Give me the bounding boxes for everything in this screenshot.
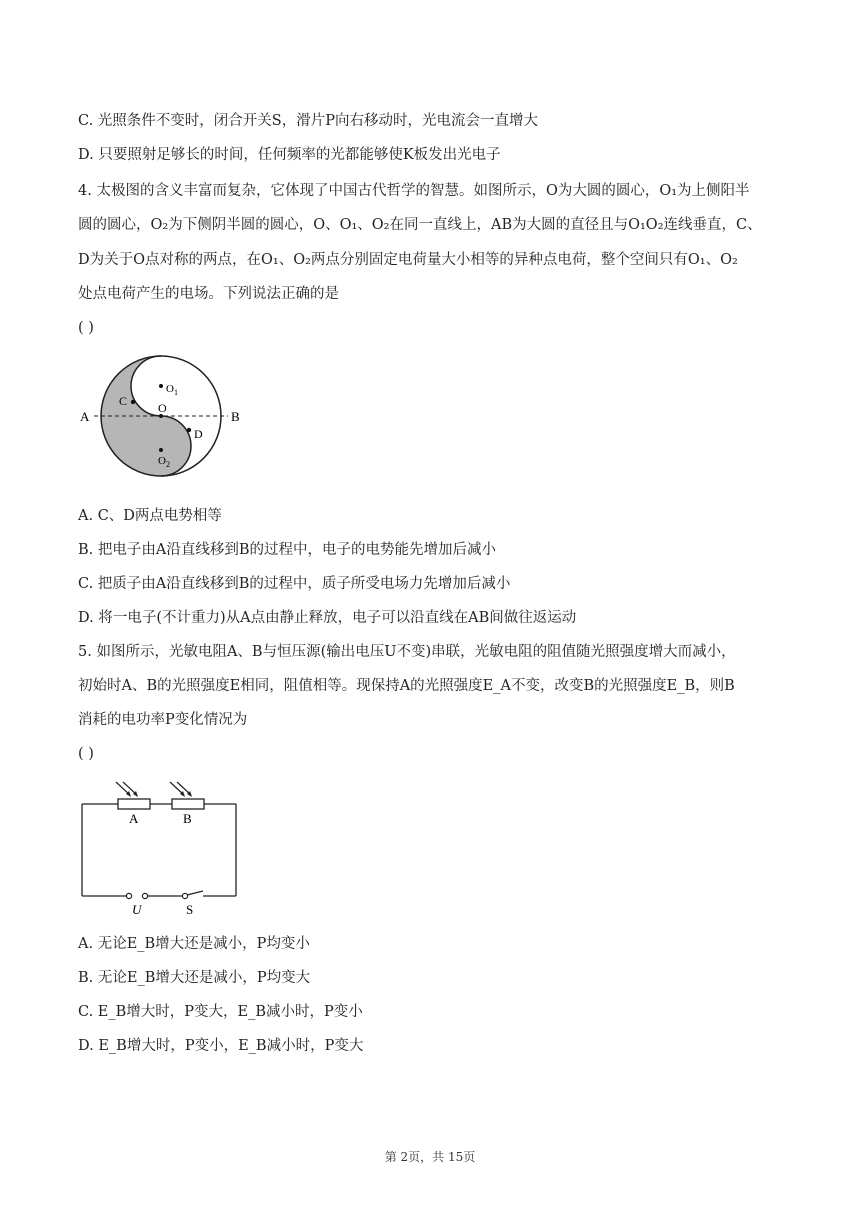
label-o2: $O_2$ [158, 455, 170, 469]
label-o: O [158, 401, 167, 415]
point-c [131, 400, 135, 404]
page-footer: 第 2页，共 15页 [384, 1150, 476, 1164]
q5-option-d: D. E_B增大时，P变小，E_B减小时，P变大 [78, 1038, 364, 1054]
label-o1: $O_1$ [166, 383, 178, 397]
circuit-figure [76, 778, 246, 918]
source-terminal-right [142, 893, 147, 898]
q5-stem-line1: 5. 如图所示，光敏电阻A、B与恒压源(输出电压U不变)串联，光敏电阻的阻值随光照强度增大而减小， [78, 644, 736, 660]
label-b: B [183, 811, 192, 826]
q5-stem-line2: 初始时A、B的光照强度E相同，阻值相等。现保持A的光照强度E_A不变，改变B的光照强度E_B，则B [78, 678, 735, 694]
q4-stem-line4: 处点电荷产生的电场。下列说法正确的是 [78, 286, 339, 302]
taiji-figure [76, 350, 246, 485]
q5-option-b: B. 无论E_B增大还是减小，P均变大 [78, 970, 311, 986]
point-o1 [159, 384, 163, 388]
resistor-a [118, 799, 150, 809]
label-a: A [129, 811, 139, 826]
q4-stem-line1: 4. 太极图的含义丰富而复杂，它体现了中国古代哲学的智慧。如图所示，O为大圆的圆心，O₁为上侧阳半 [78, 183, 750, 199]
source-terminal-left [126, 893, 131, 898]
q4-option-c: C. 把质子由A沿直线移到B的过程中，质子所受电场力先增加后减小 [78, 576, 511, 592]
option-3c: C. 光照条件不变时，闭合开关S，滑片P向右移动时，光电流会一直增大 [78, 113, 538, 129]
q4-answer-bracket: ( ) [78, 320, 94, 336]
label-s: S [186, 902, 194, 917]
label-b: B [231, 409, 240, 424]
q5-option-a: A. 无论E_B增大还是减小，P均变小 [78, 936, 310, 952]
label-a: A [80, 409, 90, 424]
q4-option-b: B. 把电子由A沿直线移到B的过程中，电子的电势能先增加后减小 [78, 542, 496, 558]
label-u: U [132, 902, 142, 917]
switch-terminal [182, 893, 187, 898]
point-d [187, 428, 191, 432]
q4-option-a: A. C、D两点电势相等 [78, 508, 222, 524]
option-3d: D. 只要照射足够长的时间，任何频率的光都能够使K板发出光电子 [78, 147, 501, 163]
point-o2 [159, 448, 163, 452]
label-d: D [194, 427, 203, 441]
q5-stem-line3: 消耗的电功率P变化情况为 [78, 712, 248, 728]
resistor-b [172, 799, 204, 809]
q4-option-d: D. 将一电子(不计重力)从A点由静止释放，电子可以沿直线在AB间做往返运动 [78, 610, 577, 626]
q5-option-c: C. E_B增大时，P变大，E_B减小时，P变小 [78, 1004, 363, 1020]
switch-blade [187, 891, 203, 895]
q4-stem-line3: D为关于O点对称的两点，在O₁、O₂两点分别固定电荷量大小相等的异种点电荷，整个空间只有O₁、O₂ [78, 252, 738, 268]
q5-answer-bracket: ( ) [78, 746, 94, 762]
label-c: C [119, 394, 128, 408]
q4-stem-line2: 圆的圆心，O₂为下侧阴半圆的圆心，O、O₁、O₂在同一直线上，AB为大圆的直径且与O₁O₂连线垂直，C、 [78, 217, 762, 233]
